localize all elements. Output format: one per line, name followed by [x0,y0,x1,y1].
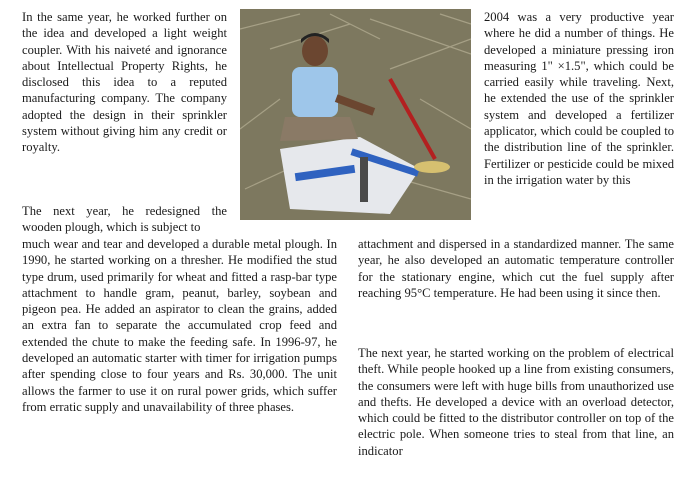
paragraph-coupler [22,9,227,156]
paragraph-plough-start [22,203,227,236]
paragraph-plough-rest-text: much wear and tear and developed a durable metal plough. In 1990, he started working on a thresher. He modified the stud type drum, used primarily for wheat and fitted a rasp-bar type attachment to handle gram, peanut, barley, soybean and pigeon pea. He added an aspirator to clean the grains, added an extra fan to separate the accumulated crop feed and extended the chute to make the feeding safe. In 1996-97, he developed an automatic starter with timer for irrigation pumps after spending close to four years and Rs. 30,000. The unit allows the farmer to use it on rural power grids, which suffer from erratic supply and unavailability of three phases. [22,237,337,414]
paragraph-productive-year-rest-text: attachment and dispersed in a standardized manner. The same year, he also developed an automatic temperature controller for the stationary engine, which cut the fuel supply after reaching 95°C temperature. He had been using it since then. [358,237,674,300]
paragraph-productive-year-rest [358,236,674,301]
paragraph-electrical-theft [358,345,674,459]
paragraph-plough-start-text: The next year, he redesigned the wooden plough, which is subject to [22,204,227,235]
paragraph-coupler-text: In the same year, he worked further on the idea and developed a light weight coupler. With his naiveté and ignorance about Intellectual Property Rights, he disclosed this idea to a reputed manufacturing company. The company adopted the design in their sprinkler system without giving him any credit or royalty. [22,10,227,155]
paragraph-electrical-theft-text: The next year, he started working on the problem of electrical theft. While people hooked up a line from existing consumers, the consumers were left with huge bills from unauthorized use and thefts. He developed a device with an overload detector, which could be fitted to the distributor controller on top of the electric pole. When someone tries to steal from that line, an indicator [358,346,674,458]
paragraph-productive-year-start-text: 2004 was a very productive year where he did a number of things. He developed a miniature pressing iron measuring 1" ×1.5", which could be carried easily while traveling. Next, he extended the use of the sprinkler system and developed a fertilizer applicator, which could be coupled to the distribution line of the sprinkler. Fertilizer or pesticide could be mixed in the irrigation water by this [484,10,674,187]
inventor-photo-illustration [240,9,471,220]
paragraph-plough-rest [22,236,337,415]
inventor-photo [240,9,471,220]
paragraph-productive-year-start [484,9,674,188]
